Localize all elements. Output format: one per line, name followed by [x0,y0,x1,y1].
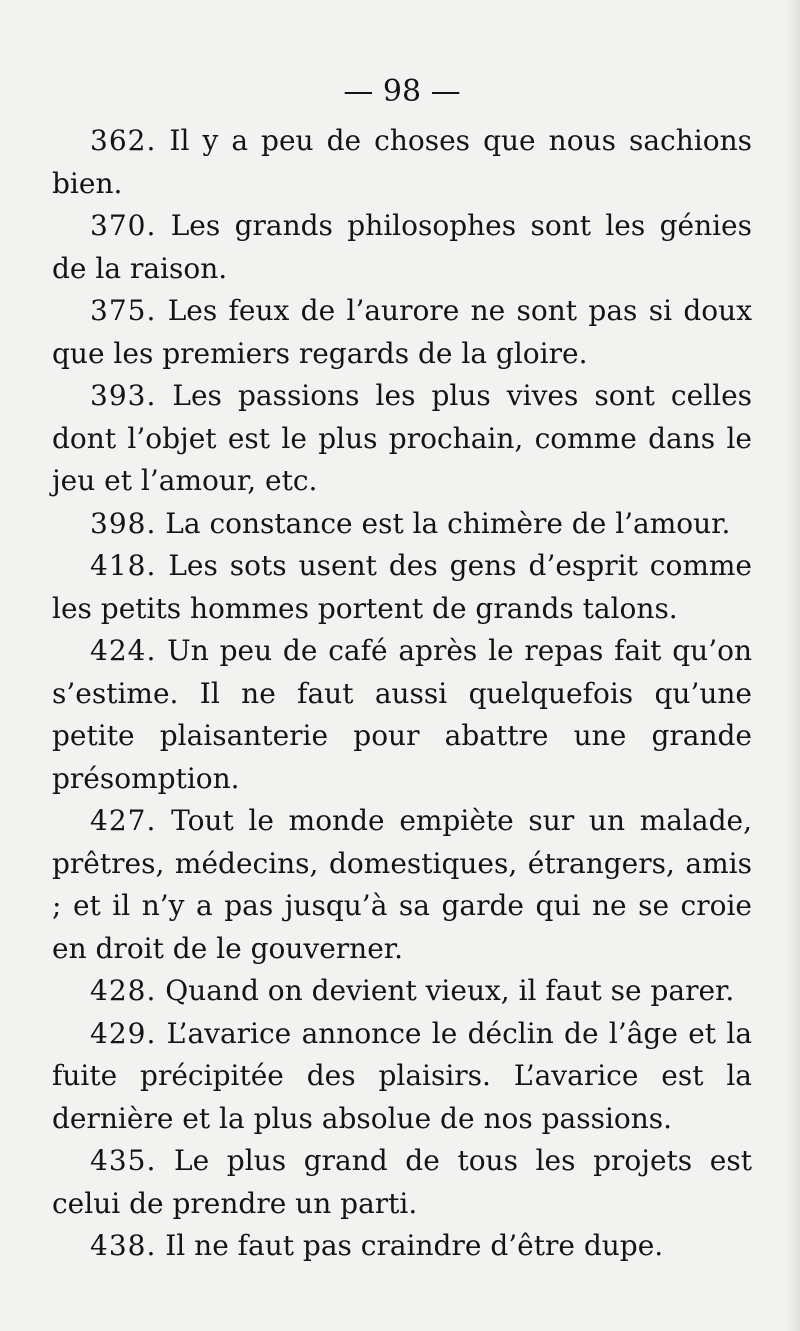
maxim-text: La constance est la chimère de l’amour. [165,506,731,540]
maxim-375 [52,290,752,375]
maxim-text: Un peu de café après le repas fait qu’on s’estime. Il ne faut aussi quelquefois qu’une petite plaisanterie pour abattre une grande présomption. [52,634,752,795]
maxim-number: 393. [90,379,157,412]
maxim-text: Les sots usent des gens d’esprit comme les petits hommes portent de grands talons. [52,549,752,625]
maxim-number: 428. [90,974,157,1007]
maxim-text: Il ne faut pas craindre d’être dupe. [165,1229,664,1262]
page-edge-shadow [786,0,800,1331]
maxim-number: 438. [90,1229,157,1262]
maxim-370 [52,205,752,290]
maxim-number: 375. [90,294,157,327]
maxim-text: Les feux de l’aurore ne sont pas si doux que les premiers regards de la gloire. [52,294,752,370]
maxim-418 [52,545,752,630]
maxim-text: Le plus grand de tous les projets est celui de prendre un parti. [52,1144,752,1220]
maxim-393 [52,375,752,503]
maxim-438 [52,1225,752,1268]
maxim-362 [52,120,752,205]
maxim-number: 370. [90,209,157,242]
maxim-number: 424. [90,634,157,667]
page-number: — 98 — [343,74,461,109]
maxim-427 [52,800,752,970]
maxim-number: 418. [90,549,157,582]
maxim-text: Les passions les plus vives sont celles dont l’objet est le plus prochain, comme dans le jeu et l’amour, etc. [52,379,753,497]
maxim-text: L’avarice annonce le déclin de l’âge et la fuite précipitée des plaisirs. L’avarice est la dernière et la plus absolue de nos passions. [52,1016,753,1135]
maxim-text: Il y a peu de choses que nous sachions bien. [52,124,752,200]
maxim-number: 362. [90,124,157,157]
maxim-text: Tout le monde empiète sur un malade, prêtres, médecins, domestiques, étrangers, amis ; et il n’y a pas jusqu’à sa garde qui ne se croie en droit de le gouverner. [52,804,752,965]
maxim-text: Les grands philosophes sont les génies de la raison. [52,209,752,285]
maxim-435 [52,1140,752,1225]
maxim-number: 398. [90,506,157,540]
maxim-428 [52,970,752,1013]
maxim-429 [52,1013,752,1141]
maxim-424 [52,630,752,800]
maxim-number: 429. [90,1016,157,1050]
maxim-number: 427. [90,804,157,837]
maxim-text: Quand on devient vieux, il faut se parer. [165,974,735,1007]
maxim-number: 435. [90,1144,157,1177]
maxim-398 [52,503,752,546]
